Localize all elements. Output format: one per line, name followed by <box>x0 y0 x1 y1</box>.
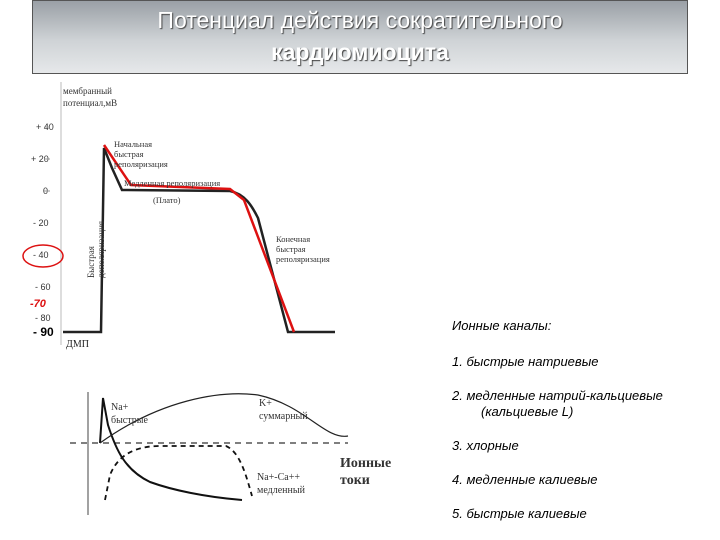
naca-slow-label-line1: Na+-Ca++ <box>257 472 301 483</box>
na-fast-label-line1: Na+ <box>111 402 129 413</box>
ion-channels-heading: Ионные каналы: <box>452 318 552 333</box>
phase3-label-line2: быстрая <box>276 244 306 254</box>
phase1-label-line2: быстрая <box>114 149 144 159</box>
ion-channel-item: 5. быстрые калиевые <box>452 506 587 521</box>
phase3-label-line3: реполяризация <box>276 254 330 264</box>
tick-label: 0 <box>43 186 49 196</box>
phase0-label <box>86 221 106 278</box>
phase2-label-line2: (Плато) <box>153 195 181 205</box>
action-potential-chart <box>23 82 335 350</box>
ionic-currents-chart <box>70 392 391 515</box>
tick-label: - 60 <box>35 282 51 292</box>
ion-channel-item: 1. быстрые натриевые <box>452 354 599 369</box>
ion-channel-item: 4. медленные калиевые <box>452 472 598 487</box>
na-fast-current-curve <box>100 398 242 500</box>
k-total-label-line1: K+ <box>259 398 272 409</box>
tick-label: + 20 <box>31 154 49 164</box>
ap-xlabel: ДМП <box>66 339 89 350</box>
title-line-1: Потенциал действия сократительного <box>157 7 563 33</box>
phase2-label-line1: Медленная реполяризация <box>124 178 221 188</box>
naca-slow-label-line2: медленный <box>257 485 305 496</box>
ion-channel-item: (кальциевые L) <box>481 404 574 419</box>
action-potential-highlight <box>104 145 294 332</box>
ion-channel-item: 2. медленные натрий-кальциевые <box>452 388 663 403</box>
na-fast-label-line2: быстрые <box>111 415 148 426</box>
ion-channel-item: 3. хлорные <box>452 438 519 453</box>
ionic-currents-label-line1: Ионные <box>340 456 392 471</box>
ap-ylabel-line1: мембранный <box>63 86 112 96</box>
marked-tick-label: -70 <box>30 298 46 310</box>
tick-label: + 40 <box>36 122 54 132</box>
phase1-label-line3: реполяризация <box>114 159 168 169</box>
phase0-label-line1: Быстрая <box>86 246 96 278</box>
ionic-currents-label-line2: токи <box>340 473 370 488</box>
tick-label: - 90 <box>33 325 54 339</box>
phase3-label-line1: Конечная <box>276 234 311 244</box>
tick-label: - 20 <box>33 218 49 228</box>
tick-label: - 40 <box>33 250 49 260</box>
title-line-2: кардиомиоцита <box>271 39 449 65</box>
naca-slow-current-curve <box>105 446 252 500</box>
ap-ylabel-line2: потенциал,мВ <box>63 98 118 108</box>
phase1-label-line1: Начальная <box>114 139 153 149</box>
phase0-label-line2: деполяризация <box>96 220 106 278</box>
tick-label: - 80 <box>35 313 51 323</box>
k-total-label-line2: суммарный <box>259 411 308 422</box>
